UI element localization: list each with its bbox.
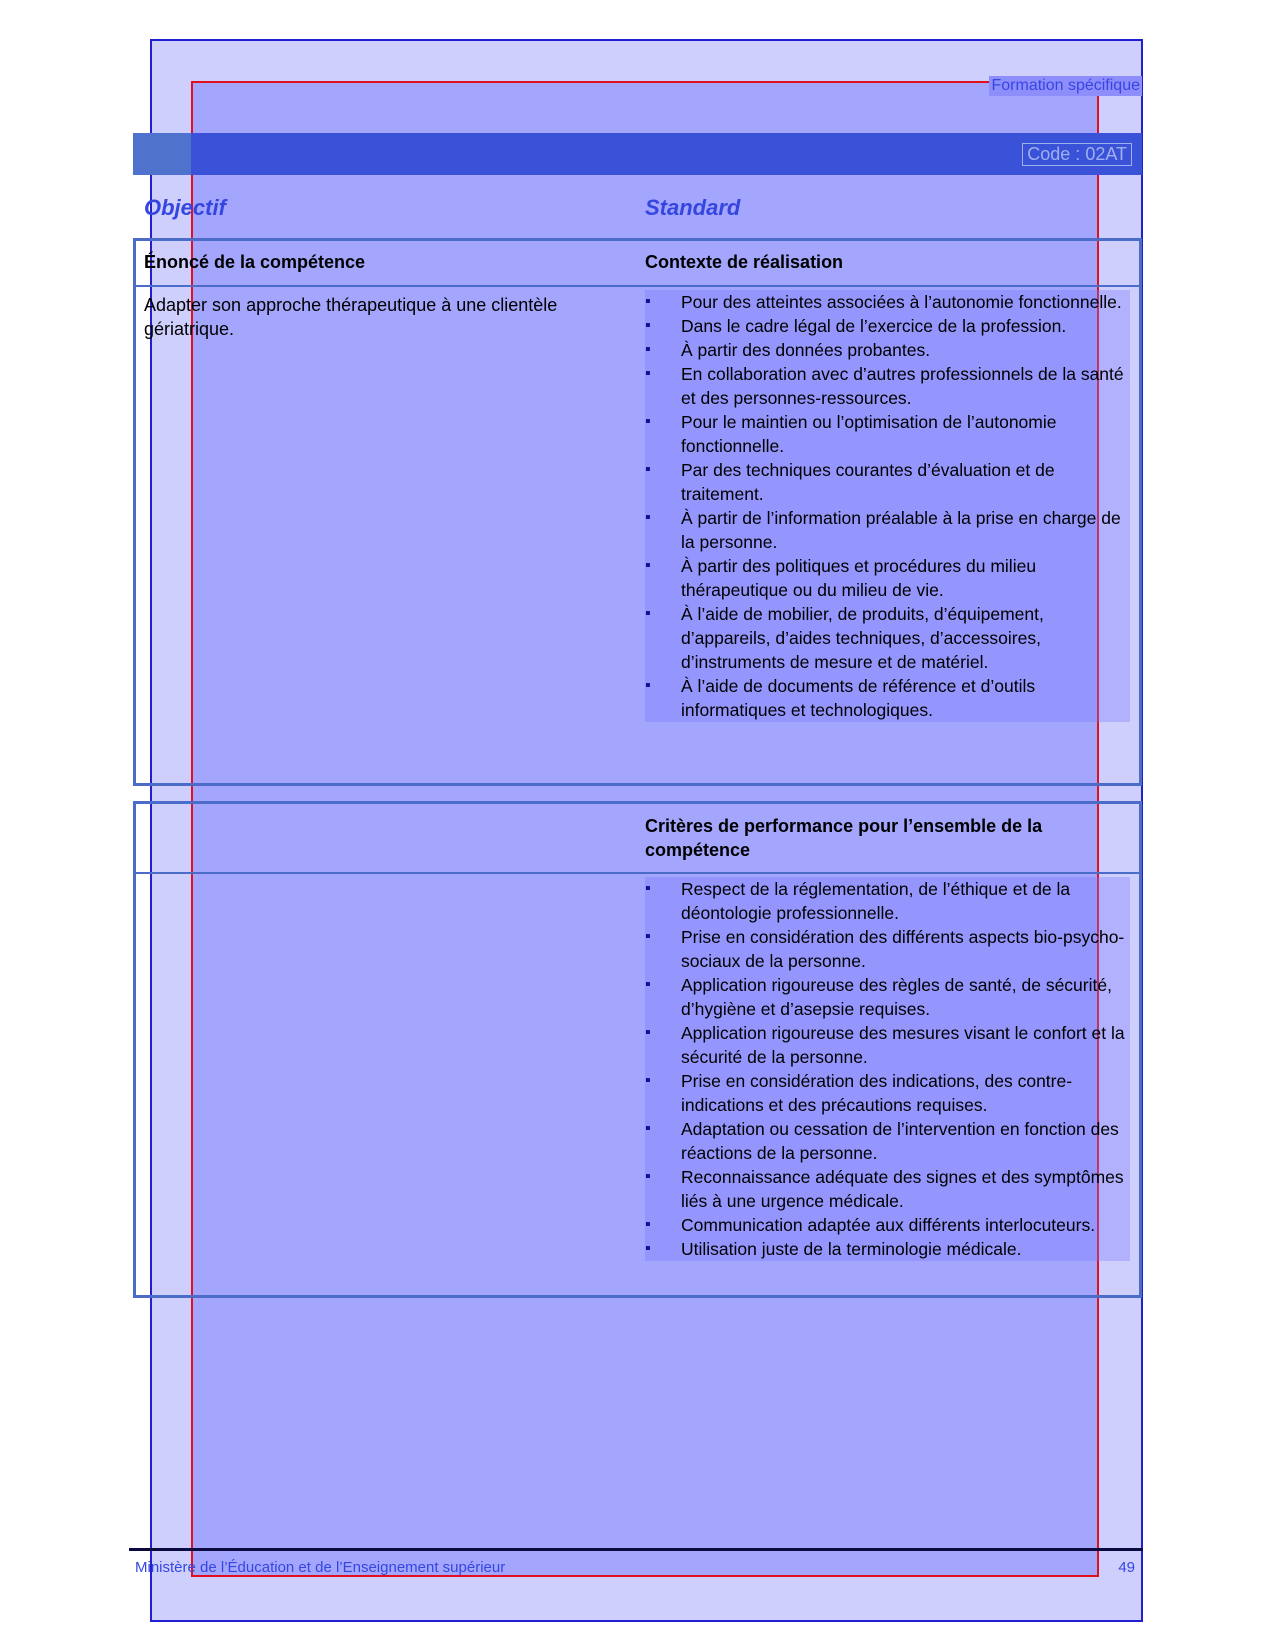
criteria-list-item: ▪ Prise en considération des différents aspects bio-psycho-sociaux de la personne. bbox=[645, 925, 1130, 973]
context-list-item: ▪ En collaboration avec d’autres professionnels de la santé et des personnes-ressources. bbox=[645, 362, 1130, 410]
criteria-list-item: ▪ Reconnaissance adéquate des signes et des symptômes liés à une urgence médicale. bbox=[645, 1165, 1130, 1213]
competence-statement-header: Énoncé de la compétence bbox=[144, 252, 366, 272]
code-band bbox=[133, 133, 1142, 175]
footer-rule bbox=[129, 1548, 1143, 1551]
context-list-item: ▪ À l’aide de mobilier, de produits, d’équipement, d’appareils, d’aides techniques, d’accessoires, d’instruments de mesure et de matériel. bbox=[645, 602, 1130, 674]
context-list-item: ▪ À l’aide de documents de référence et d’outils informatiques et technologiques. bbox=[645, 674, 1130, 722]
criteria-list-item: ▪ Communication adaptée aux différents interlocuteurs. bbox=[645, 1213, 1130, 1237]
code-label-text: Code : bbox=[1027, 144, 1081, 164]
footer-ministry: Ministère de l’Éducation et de l’Enseignement supérieur bbox=[135, 1559, 506, 1576]
objective-title: Objectif bbox=[144, 195, 226, 220]
criteria-list-item: ▪ Respect de la réglementation, de l’éthique et de la déontologie professionnelle. bbox=[645, 877, 1130, 925]
context-list-item: ▪ Par des techniques courantes d’évaluation et de traitement. bbox=[645, 458, 1130, 506]
criteria-list-item: ▪ Adaptation ou cessation de l’intervention en fonction des réactions de la personne. bbox=[645, 1117, 1130, 1165]
criteria-list-item: ▪ Application rigoureuse des mesures visant le confort et la sécurité de la personne. bbox=[645, 1021, 1130, 1069]
page-number: 49 bbox=[1118, 1559, 1135, 1576]
context-list-item: ▪ Pour des atteintes associées à l’autonomie fonctionnelle. bbox=[645, 290, 1130, 314]
code-label bbox=[1022, 143, 1132, 166]
code-band-accent bbox=[133, 133, 191, 175]
code-value: 02AT bbox=[1085, 144, 1127, 164]
program-title: Formation spécifique bbox=[991, 77, 1140, 94]
context-list-item: ▪ À partir des données probantes. bbox=[645, 338, 1130, 362]
context-list-item: ▪ À partir des politiques et procédures du milieu thérapeutique ou du milieu de vie. bbox=[645, 554, 1130, 602]
criteria-list bbox=[645, 877, 1130, 1261]
context-list bbox=[645, 290, 1130, 722]
context-list-item: ▪ À partir de l’information préalable à la prise en charge de la personne. bbox=[645, 506, 1130, 554]
criteria-list-item: ▪ Application rigoureuse des règles de santé, de sécurité, d’hygiène et d’asepsie requises. bbox=[645, 973, 1130, 1021]
context-list-item: ▪ Pour le maintien ou l’optimisation de l’autonomie fonctionnelle. bbox=[645, 410, 1130, 458]
criteria-header: Critères de performance pour l’ensemble de la compétence bbox=[645, 816, 1043, 860]
context-header: Contexte de réalisation bbox=[645, 252, 844, 272]
context-list-item: ▪ Dans le cadre légal de l’exercice de la profession. bbox=[645, 314, 1130, 338]
criteria-list-item: ▪ Prise en considération des indications, des contre-indications et des précautions requises. bbox=[645, 1069, 1130, 1117]
competence-statement: Adapter son approche thérapeutique à une clientèle gériatrique. bbox=[144, 295, 558, 339]
criteria-list-item: ▪ Utilisation juste de la terminologie médicale. bbox=[645, 1237, 1130, 1261]
standard-title: Standard bbox=[645, 195, 741, 220]
